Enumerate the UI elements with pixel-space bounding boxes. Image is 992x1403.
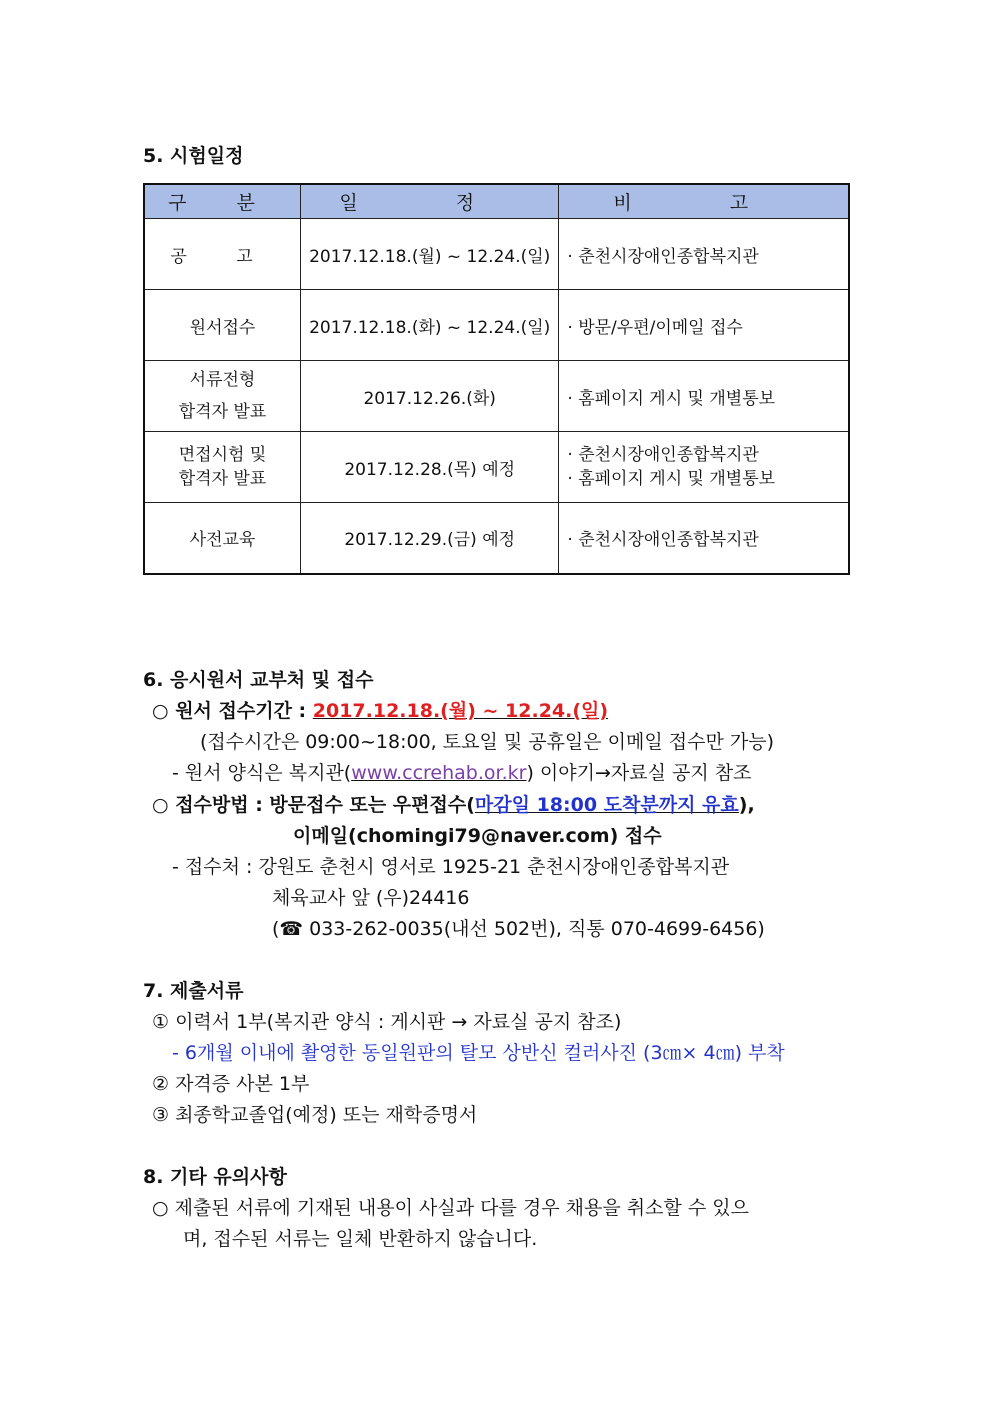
row-note: · 춘천시장애인종합복지관 · 홈페이지 게시 및 개별통보 [559, 432, 849, 503]
row-note: · 홈페이지 게시 및 개별통보 [559, 361, 849, 432]
row-date: 2017.12.26.(화) [301, 361, 559, 432]
row-note: · 방문/우편/이메일 접수 [559, 290, 849, 361]
reception-place: - 접수처 : 강원도 춘천시 영서로 1925-21 춘천시장애인종합복지관 [172, 856, 730, 878]
row-note: · 춘천시장애인종합복지관 [559, 503, 849, 574]
row-date: 2017.12.18.(월) ~ 12.24.(일) [301, 219, 559, 290]
row-date: 2017.12.28.(목) 예정 [301, 432, 559, 503]
document-item-3: ③ 최종학교졸업(예정) 또는 재학증명서 [152, 1104, 478, 1126]
table-header-row [144, 184, 849, 219]
document-item-1: ① 이력서 1부(복지관 양식 : 게시판 → 자료실 공지 참조) [152, 1011, 622, 1033]
row-item: 사전교육 [144, 503, 301, 574]
section-7-title: 7. 제출서류 [143, 980, 244, 1002]
row-item: 면접시험 및 합격자 발표 [144, 432, 301, 503]
table-row [144, 503, 849, 574]
table-row [144, 432, 849, 503]
row-item: 원서접수 [144, 290, 301, 361]
row-item: 서류전형 합격자 발표 [144, 361, 301, 432]
section-6-title: 6. 응시원서 교부처 및 접수 [143, 669, 374, 691]
row-date: 2017.12.18.(화) ~ 12.24.(일) [301, 290, 559, 361]
application-period: ○ 원서 접수기간 : 2017.12.18.(월) ~ 12.24.(일) [152, 700, 609, 722]
form-info: - 원서 양식은 복지관(www.ccrehab.or.kr) 이야기→자료실 공지 참조 [172, 762, 752, 784]
table-row [144, 290, 849, 361]
photo-requirement: - 6개월 이내에 촬영한 동일원판의 탈모 상반신 컬러사진 (3㎝× 4㎝) 부착 [172, 1042, 785, 1064]
row-item: 공 고 [144, 219, 301, 290]
header-category: 구 분 [144, 184, 301, 219]
application-period-dates: 2017.12.18.(월) ~ 12.24.(일) [312, 700, 609, 722]
section-8-title: 8. 기타 유의사항 [143, 1166, 287, 1188]
header-schedule: 일 정 [301, 184, 559, 219]
schedule-table [143, 183, 850, 575]
email-reception: 이메일(chomingi79@naver.com) 접수 [293, 825, 662, 847]
homepage-link[interactable]: www.ccrehab.or.kr [351, 762, 527, 784]
table-row [144, 219, 849, 290]
row-note: · 춘천시장애인종합복지관 [559, 219, 849, 290]
reception-method: ○ 접수방법 : 방문접수 또는 우편접수(마감일 18:00 도착분까지 유효), [152, 794, 755, 816]
deadline-note: 마감일 18:00 도착분까지 유효 [474, 794, 739, 816]
section-5-title: 5. 시험일정 [143, 145, 244, 167]
header-remarks: 비 고 [559, 184, 849, 219]
notice-line-1: ○ 제출된 서류에 기재된 내용이 사실과 다를 경우 채용을 취소할 수 있으 [152, 1197, 749, 1219]
document-item-2: ② 자격증 사본 1부 [152, 1073, 310, 1095]
row-date: 2017.12.29.(금) 예정 [301, 503, 559, 574]
table-row [144, 361, 849, 432]
contact-phone: (☎ 033-262-0035(내선 502번), 직통 070-4699-6456) [272, 918, 765, 940]
reception-place-recipient: 체육교사 앞 (우)24416 [272, 887, 470, 909]
notice-line-2: 며, 접수된 서류는 일체 반환하지 않습니다. [183, 1228, 538, 1250]
reception-hours: (접수시간은 09:00~18:00, 토요일 및 공휴일은 이메일 접수만 가능) [200, 731, 775, 753]
